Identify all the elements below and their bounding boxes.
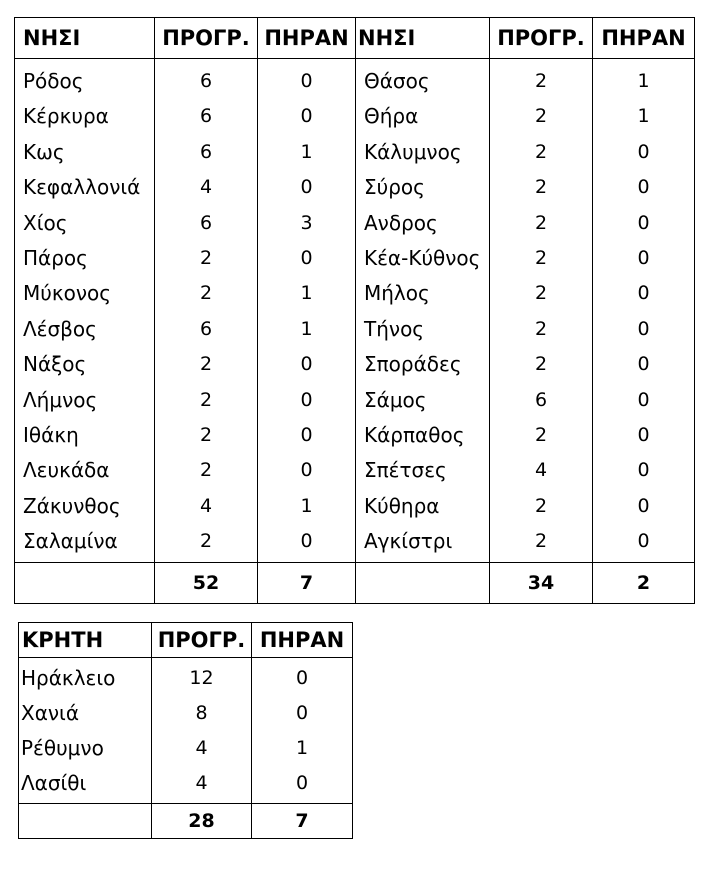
right-got-cell: 0 (637, 246, 650, 269)
left-name-cell: Λέσβος (23, 316, 97, 341)
header-prog-left: ΠΡΟΓΡ. (155, 18, 258, 59)
right-name-cell: Αγκίστρι (364, 529, 453, 554)
right-got-cell: 0 (637, 530, 650, 553)
left-got-cell: 1 (300, 140, 313, 163)
left-prog-cell: 6 (199, 317, 213, 340)
right-prog-cell: 2 (534, 140, 548, 163)
left-name-cell: Ιθάκη (23, 422, 79, 447)
crete-header-name: ΚΡΗΤΗ (19, 623, 152, 658)
total-empty-left (15, 563, 155, 604)
left-got-cell: 1 (300, 494, 313, 517)
right-name-cell: Θάσος (364, 69, 430, 93)
left-prog-cell: 2 (199, 282, 213, 305)
right-prog-cell: 4 (534, 459, 548, 482)
left-name-cell: Λήμνος (23, 387, 98, 412)
right-prog-cell: 2 (534, 70, 548, 92)
right-got-cell: 1 (637, 105, 650, 128)
header-got-left: ΠΗΡΑΝ (258, 18, 356, 59)
right-prog-cell: 2 (534, 246, 548, 269)
left-name-cell: Σαλαμίνα (23, 529, 118, 554)
right-name-cell: Σύρος (364, 175, 425, 200)
right-prog-column (490, 59, 593, 563)
left-prog-cell: 2 (199, 388, 213, 411)
total-got-right: 2 (593, 563, 695, 604)
islands-body-row (15, 59, 695, 563)
crete-body-row (19, 658, 353, 804)
right-got-cell: 0 (637, 176, 650, 199)
left-got-cell: 0 (300, 423, 313, 446)
left-got-cell: 0 (300, 459, 313, 482)
left-got-cell: 0 (300, 246, 313, 269)
crete-total-empty (19, 804, 152, 839)
right-prog-cell: 2 (534, 105, 548, 128)
crete-total-got: 7 (252, 804, 353, 839)
header-name-left: ΝΗΣΙ (15, 18, 155, 59)
right-prog-cell: 2 (534, 530, 548, 553)
left-got-cell: 0 (300, 105, 313, 128)
left-name-cell: Κέρκυρα (23, 104, 109, 129)
total-prog-left: 52 (155, 563, 258, 604)
islands-total-row (15, 563, 695, 604)
crete-got-cell: 0 (295, 772, 309, 794)
right-got-cell: 0 (637, 211, 650, 234)
islands-header-row (15, 18, 695, 59)
right-name-cell: Θήρα (364, 104, 419, 129)
left-prog-cell: 6 (199, 211, 213, 234)
left-got-cell: 0 (300, 70, 313, 92)
crete-got-column (252, 658, 353, 804)
right-prog-cell: 2 (534, 353, 548, 376)
right-got-cell: 0 (637, 282, 650, 305)
crete-header-got: ΠΗΡΑΝ (252, 623, 353, 658)
right-prog-cell: 2 (534, 211, 548, 234)
left-prog-cell: 6 (199, 70, 213, 92)
left-name-cell: Νάξος (23, 352, 87, 377)
left-got-cell: 1 (300, 317, 313, 340)
left-name-cell: Ζάκυνθος (23, 493, 121, 518)
left-prog-cell: 4 (199, 176, 213, 199)
left-prog-column (155, 59, 258, 563)
left-prog-cell: 2 (199, 423, 213, 446)
left-prog-cell: 6 (199, 140, 213, 163)
left-got-column (258, 59, 356, 563)
right-name-cell: Ανδρος (364, 210, 438, 235)
right-got-cell: 0 (637, 494, 650, 517)
crete-got-cell: 0 (295, 667, 309, 689)
left-name-cell: Λευκάδα (23, 458, 110, 483)
crete-got-cell: 0 (295, 702, 309, 724)
right-got-column (593, 59, 695, 563)
right-prog-cell: 2 (534, 282, 548, 305)
crete-total-row (19, 804, 353, 839)
crete-got-cell: 1 (295, 737, 309, 759)
crete-prog-cell: 12 (189, 667, 214, 689)
header-got-right: ΠΗΡΑΝ (593, 18, 695, 59)
right-got-cell: 0 (637, 423, 650, 446)
crete-prog-cell: 4 (195, 737, 208, 759)
left-prog-cell: 2 (199, 353, 213, 376)
crete-table (18, 622, 353, 839)
left-prog-cell: 6 (199, 105, 213, 128)
crete-header-row (19, 623, 353, 658)
right-prog-cell: 2 (534, 317, 548, 340)
right-got-cell: 0 (637, 140, 650, 163)
left-prog-cell: 2 (199, 246, 213, 269)
left-name-cell: Ρόδος (23, 69, 84, 93)
total-empty-right (356, 563, 490, 604)
right-name-cell: Σπέτσες (364, 458, 447, 483)
crete-total-prog: 28 (152, 804, 252, 839)
right-name-cell: Σάμος (364, 387, 427, 412)
right-prog-cell: 2 (534, 494, 548, 517)
right-name-cell: Μήλος (364, 281, 430, 306)
right-name-column (356, 59, 490, 563)
crete-name-cell: Ηράκλειο (21, 666, 116, 690)
crete-prog-column (152, 658, 252, 804)
crete-name-cell: Λασίθι (21, 771, 87, 795)
right-name-cell: Κύθηρα (364, 493, 440, 518)
right-prog-cell: 2 (534, 176, 548, 199)
right-got-cell: 0 (637, 353, 650, 376)
left-name-column (15, 59, 155, 563)
crete-header-prog: ΠΡΟΓΡ. (152, 623, 252, 658)
left-prog-cell: 2 (199, 459, 213, 482)
left-name-cell: Μύκονος (23, 281, 111, 306)
right-name-cell: Κέα-Κύθνος (364, 245, 481, 270)
left-name-cell: Χίος (23, 210, 68, 235)
left-got-cell: 0 (300, 176, 313, 199)
crete-prog-cell: 8 (195, 702, 208, 724)
crete-name-cell: Χανιά (21, 701, 80, 725)
header-name-right: ΝΗΣΙ (356, 18, 490, 59)
left-prog-cell: 2 (199, 530, 213, 553)
right-name-cell: Τήνος (364, 316, 425, 341)
crete-prog-cell: 4 (195, 772, 208, 794)
total-prog-right: 34 (490, 563, 593, 604)
right-got-cell: 1 (637, 70, 650, 92)
crete-name-column (19, 658, 152, 804)
right-name-cell: Κάρπαθος (364, 422, 465, 447)
left-name-cell: Κεφαλλονιά (23, 175, 141, 200)
header-prog-right: ΠΡΟΓΡ. (490, 18, 593, 59)
left-got-cell: 0 (300, 353, 313, 376)
total-got-left: 7 (258, 563, 356, 604)
left-name-cell: Πάρος (23, 245, 88, 270)
crete-name-cell: Ρέθυμνο (21, 736, 104, 760)
left-got-cell: 0 (300, 530, 313, 553)
left-name-cell: Κως (23, 139, 65, 164)
right-prog-cell: 6 (534, 388, 548, 411)
right-name-cell: Σποράδες (364, 352, 462, 377)
right-prog-cell: 2 (534, 423, 548, 446)
left-got-cell: 3 (300, 211, 313, 234)
right-name-cell: Κάλυμνος (364, 139, 462, 164)
right-got-cell: 0 (637, 459, 650, 482)
left-got-cell: 0 (300, 388, 313, 411)
left-prog-cell: 4 (199, 494, 213, 517)
right-got-cell: 0 (637, 388, 650, 411)
right-got-cell: 0 (637, 317, 650, 340)
left-got-cell: 1 (300, 282, 313, 305)
islands-table (14, 17, 695, 604)
